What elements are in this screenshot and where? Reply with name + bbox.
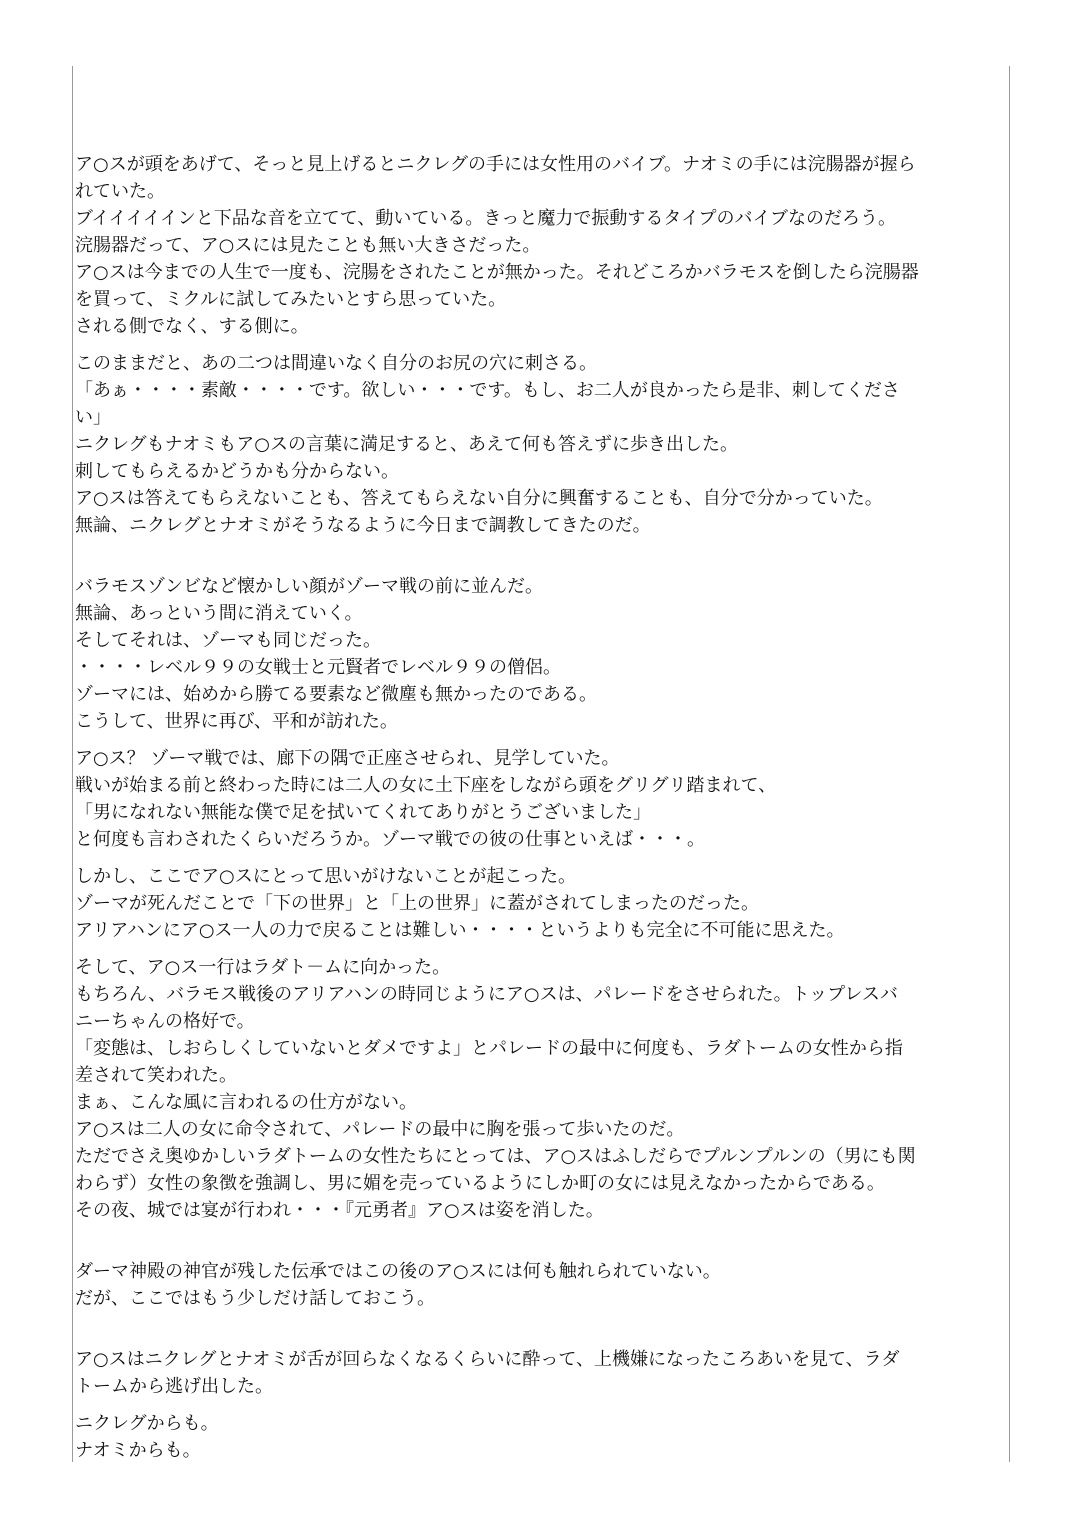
- text-line: 無論、あっという間に消えていく。: [75, 603, 363, 624]
- text-line: ニクレグもナオミもア○スの言葉に満足すると、あえて何も答えずに歩き出した。: [75, 434, 738, 455]
- text-line: こうして、世界に再び、平和が訪れた。: [75, 711, 398, 732]
- text-line: と何度も言わされたくらいだろうか。ゾーマ戦での彼の仕事といえば・・・。: [75, 829, 705, 850]
- text-line: ア○スは答えてもらえないことも、答えてもらえない自分に興奮することも、自分で分かっていた。: [75, 488, 883, 509]
- text-line: ただでさえ奥ゆかしいラダトームの女性たちにとっては、ア○スはふしだらでプルンプルンの（男にも関: [75, 1146, 916, 1167]
- text-line: ア○ス？ ゾーマ戦では、廊下の隅で正座させられ、見学していた。: [75, 748, 620, 769]
- text-line: ア○スはニクレグとナオミが舌が回らなくなるくらいに酔って、上機嫌になったころあいを見て、ラダ: [75, 1349, 900, 1370]
- text-line: ニーちゃんの格好で。: [75, 1011, 255, 1032]
- text-line: ア○スは今までの人生で一度も、浣腸をされたことが無かった。それどころかバラモスを倒したら浣腸器: [75, 262, 919, 283]
- text-line: 浣腸器だって、ア○スには見たことも無い大きさだった。: [75, 235, 541, 256]
- text-line: そしてそれは、ゾーマも同じだった。: [75, 630, 381, 651]
- paragraph: [75, 350, 1007, 539]
- paragraph: [75, 954, 1007, 1224]
- text-line: れていた。: [75, 181, 165, 202]
- text-line: だが、ここではもう少しだけ話しておこう。: [75, 1288, 435, 1309]
- text-line: その夜、城では宴が行われ・・・『元勇者』ア○スは姿を消した。: [75, 1200, 604, 1221]
- paragraph: [75, 863, 1007, 944]
- text-line: ア○スが頭をあげて、そっと見上げるとニクレグの手には女性用のバイブ。ナオミの手には浣腸器が握ら: [75, 154, 916, 175]
- text-line: 差されて笑われた。: [75, 1065, 237, 1086]
- text-line: ゾーマには、始めから勝てる要素など微塵も無かったのである。: [75, 684, 597, 705]
- text-line: もちろん、バラモス戦後のアリアハンの時同じようにア○スは、パレードをさせられた。トップレスバ: [75, 984, 898, 1005]
- text-line: ナオミからも。: [75, 1440, 201, 1461]
- text-line: される側でなく、する側に。: [75, 316, 309, 337]
- text-line: わらず）女性の象徴を強調し、男に媚を売っているようにしか町の女には見えなかったからである。: [75, 1173, 885, 1194]
- text-line: バラモスゾンビなど懐かしい顔がゾーマ戦の前に並んだ。: [75, 576, 543, 597]
- paragraph: [75, 1258, 1007, 1312]
- text-line: 無論、ニクレグとナオミがそうなるように今日まで調教してきたのだ。: [75, 515, 651, 536]
- text-line: ニクレグからも。: [75, 1413, 219, 1434]
- text-line: ブイイイイインと下品な音を立てて、動いている。きっと魔力で振動するタイプのバイブなのだろう。: [75, 208, 896, 229]
- paragraph: [75, 573, 1007, 735]
- text-line: 「変態は、しおらしくしていないとダメですよ」とパレードの最中に何度も、ラダトームの女性から指: [75, 1038, 903, 1059]
- text-line: このままだと、あの二つは間違いなく自分のお尻の穴に刺さる。: [75, 353, 597, 374]
- text-line: 刺してもらえるかどうかも分からない。: [75, 461, 399, 482]
- document-body: [75, 151, 1007, 1464]
- text-line: まぁ、こんな風に言われるの仕方がない。: [75, 1092, 417, 1113]
- text-line: い」: [75, 407, 111, 428]
- paragraph: [75, 151, 1007, 340]
- paragraph: [75, 1410, 1007, 1464]
- paragraph: [75, 1346, 1007, 1400]
- text-line: しかし、ここでア○スにとって思いがけないことが起こった。: [75, 866, 576, 887]
- text-line: ダーマ神殿の神官が残した伝承ではこの後のア○スには何も触れられていない。: [75, 1261, 721, 1282]
- text-line: を買って、ミクルに試してみたいとすら思っていた。: [75, 289, 507, 310]
- paragraph: [75, 745, 1007, 853]
- text-line: ゾーマが死んだことで「下の世界」と「上の世界」に蓋がされてしまったのだった。: [75, 893, 759, 914]
- text-line: 「あぁ・・・・素敵・・・・です。欲しい・・・です。もし、お二人が良かったら是非、刺してくださ: [75, 380, 900, 401]
- text-line: ア○スは二人の女に命令されて、パレードの最中に胸を張って歩いたのだ。: [75, 1119, 685, 1140]
- text-line: 戦いが始まる前と終わった時には二人の女に土下座をしながら頭をグリグリ踏まれて、: [75, 775, 777, 796]
- text-line: ・・・・レベル９９の女戦士と元賢者でレベル９９の僧侶。: [75, 657, 561, 678]
- text-line: 「男になれない無能な僕で足を拭いてくれてありがとうございました」: [75, 802, 651, 823]
- text-line: アリアハンにア○ス一人の力で戻ることは難しい・・・・というよりも完全に不可能に思えた。: [75, 920, 845, 941]
- text-line: トームから逃げ出した。: [75, 1376, 273, 1397]
- text-line: そして、ア○ス一行はラダト－ムに向かった。: [75, 957, 451, 978]
